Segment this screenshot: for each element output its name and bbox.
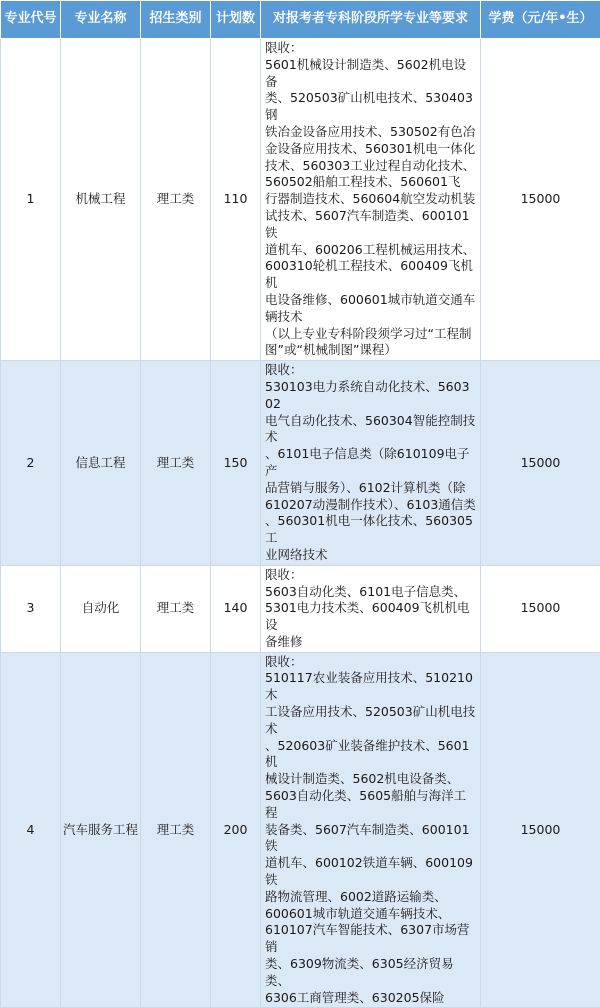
cell-requirement: [261, 361, 481, 566]
requirement-line: 、6101电子信息类（除610109电子产: [265, 446, 476, 480]
requirement-line: 类、6309物流类、6305经济贸易类、: [265, 956, 476, 990]
requirement-line: 业网络技术: [265, 547, 476, 564]
cell-category: 理工类: [141, 361, 211, 566]
cell-name: 信息工程: [61, 361, 141, 566]
cell-fee: 15000: [481, 361, 600, 566]
requirement-line: 电气自动化技术、560304智能控制技术: [265, 413, 476, 447]
requirement-line: 510117农业装备应用技术、510210木: [265, 670, 476, 704]
cell-code: 3: [1, 565, 61, 652]
requirement-line: 限收：: [265, 40, 476, 57]
requirement-line: 限收：: [265, 567, 476, 584]
header-code: 专业代号: [1, 1, 61, 39]
cell-name: 自动化: [61, 565, 141, 652]
table-row: [1, 652, 600, 1008]
requirement-line: 5603自动化类、6101电子信息类、: [265, 584, 476, 601]
requirement-line: 行器制造技术、560604航空发动机装: [265, 191, 476, 208]
requirement-line: 、560301机电一体化技术、560305工: [265, 513, 476, 547]
cell-name: 汽车服务工程: [61, 652, 141, 1008]
requirement-line: 530103电力系统自动化技术、560302: [265, 379, 476, 413]
requirement-line: 5601机械设计制造类、5602机电设备: [265, 57, 476, 91]
header-name: 专业名称: [61, 1, 141, 39]
cell-code: 2: [1, 361, 61, 566]
requirement-line: 限收：: [265, 362, 476, 379]
requirement-line: 类、520503矿山机电技术、530403钢: [265, 90, 476, 124]
requirement-line: 560502船舶工程技术、560601飞: [265, 174, 476, 191]
table-body: [1, 39, 600, 1008]
cell-plan: 140: [211, 565, 261, 652]
cell-plan: 200: [211, 652, 261, 1008]
requirement-line: 610107汽车智能技术、6307市场营销: [265, 922, 476, 956]
requirement-line: （以上专业专科阶段须学习过“工程制: [265, 326, 476, 343]
cell-plan: 110: [211, 39, 261, 361]
requirement-line: 品营销与服务）、6102计算机类（除: [265, 480, 476, 497]
requirement-line: 6306工商管理类、630205保险: [265, 990, 476, 1007]
requirement-line: 辆技术: [265, 309, 476, 326]
table-row: [1, 565, 600, 652]
requirement-line: 道机车、600102铁道车辆、600109铁: [265, 855, 476, 889]
requirement-line: 610207动漫制作技术）、6103通信类: [265, 497, 476, 514]
cell-requirement: [261, 39, 481, 361]
cell-fee: 15000: [481, 652, 600, 1008]
requirement-line: 械设计制造类、5602机电设备类、: [265, 771, 476, 788]
requirement-line: 路物流管理、6002道路运输类、: [265, 889, 476, 906]
header-plan: 计划数: [211, 1, 261, 39]
cell-category: 理工类: [141, 39, 211, 361]
cell-plan: 150: [211, 361, 261, 566]
requirement-line: 5603自动化类、5605船舶与海洋工程: [265, 788, 476, 822]
header-row: [1, 1, 600, 39]
requirement-line: 、520603矿业装备维护技术、5601机: [265, 738, 476, 772]
requirement-line: 5301电力技术类、600409飞机机电设: [265, 600, 476, 634]
requirement-line: 工设备应用技术、520503矿山机电技术: [265, 704, 476, 738]
cell-category: 理工类: [141, 652, 211, 1008]
requirement-line: 600310轮机工程技术、600409飞机机: [265, 258, 476, 292]
requirement-line: 装备类、5607汽车制造类、600101铁: [265, 822, 476, 856]
requirement-line: 电设备维修、600601城市轨道交通车: [265, 292, 476, 309]
cell-requirement: [261, 652, 481, 1008]
header-category: 招生类别: [141, 1, 211, 39]
requirement-line: 技术、560303工业过程自动化技术、: [265, 158, 476, 175]
cell-fee: 15000: [481, 565, 600, 652]
cell-code: 4: [1, 652, 61, 1008]
requirement-line: 备维修: [265, 634, 476, 651]
cell-category: 理工类: [141, 565, 211, 652]
header-requirement: 对报考者专科阶段所学专业等要求: [261, 1, 481, 39]
requirement-line: 限收：: [265, 654, 476, 671]
requirement-line: 金设备应用技术、560301机电一体化: [265, 141, 476, 158]
requirement-line: 图”或“机械制图”课程）: [265, 342, 476, 359]
table-row: [1, 361, 600, 566]
cell-name: 机械工程: [61, 39, 141, 361]
requirement-line: 600601城市轨道交通车辆技术、: [265, 906, 476, 923]
cell-code: 1: [1, 39, 61, 361]
requirement-line: 道机车、600206工程机械运用技术、: [265, 242, 476, 259]
requirement-line: 试技术、5607汽车制造类、600101铁: [265, 208, 476, 242]
table-row: [1, 39, 600, 361]
requirement-line: 铁冶金设备应用技术、530502有色冶: [265, 124, 476, 141]
cell-fee: 15000: [481, 39, 600, 361]
header-fee: 学费（元/年•生）: [481, 1, 600, 39]
cell-requirement: [261, 565, 481, 652]
